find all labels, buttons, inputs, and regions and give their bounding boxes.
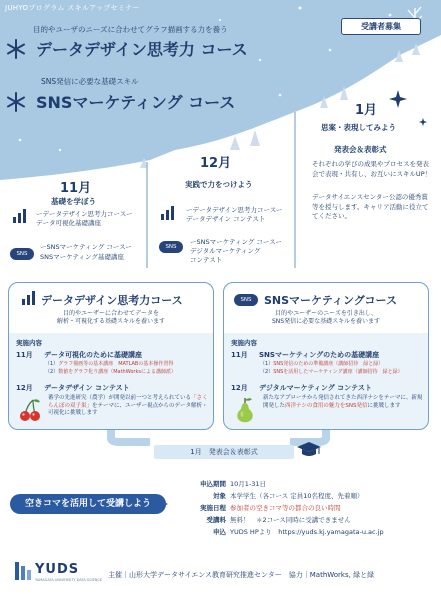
- speech-bubble: 空きコマを活用して受講しよう: [10, 494, 166, 514]
- yuds-logo: YUDS: [35, 562, 80, 577]
- row-body-text-1: 新たなアプローチから発信されてきた西洋ナシをテーマに、新規開発した: [263, 395, 423, 409]
- box-subtitle: [224, 310, 428, 326]
- row-detail-1: [260, 361, 383, 368]
- nov-data-item-1: ーデータデザイン思考力コースー: [36, 210, 133, 218]
- row-title: データデザイン コンテスト: [44, 384, 130, 392]
- month-dec: 12月: [200, 156, 232, 171]
- bar-chart-icon: [12, 209, 28, 223]
- yuds-logo-subtext: YAMAGATA UNIVERSITY DATA SCIENCE: [35, 578, 103, 582]
- row-body-text-1: 蕃学の先進研究（農学）が開発以前一つと考えられている: [48, 395, 192, 401]
- bar-chart-icon: [160, 206, 176, 220]
- row-detail-2-number: （2）: [260, 369, 274, 375]
- speech-bubble-tail: [160, 500, 168, 508]
- row-detail-1-number: （1）: [260, 361, 274, 367]
- row-body: [263, 395, 423, 410]
- content-heading: 実施内容: [16, 339, 42, 347]
- info-days-value: 参加者の空きコマ等の都合の良い時間: [230, 504, 341, 512]
- box-subtitle-line-1: 目的やユーザーに合わせてデータを: [62, 310, 159, 317]
- row-detail-2: [260, 369, 403, 376]
- month-nov: 11月: [60, 181, 92, 196]
- jan-event: 発表会＆表彰式: [334, 145, 387, 154]
- presentation-bar-label: 1月 発表会＆表彰式: [190, 448, 258, 456]
- row-detail-1-text: SNS発信のための準備講座（講師招待 緑と緑）: [273, 361, 384, 367]
- yuds-logo-icon: [14, 561, 32, 581]
- row-title: デジタルマーケティング コンテスト: [259, 384, 372, 392]
- presentation-bar: [154, 445, 294, 459]
- row-detail-1-text: グラフ描画等の基本講座 MATLABの基本操作習得: [58, 361, 174, 367]
- info-apply-link[interactable]: YUDS HPより https://yuds.kj.yamagata-u.ac.jp: [230, 528, 384, 536]
- sns-marketing-course-box: [223, 282, 429, 430]
- row-body-highlight: 西洋ナシの食用の魅力をSNS発信: [285, 402, 368, 409]
- nov-sns-item-1: ーSNSマーケティング コースー: [40, 243, 132, 251]
- dec-sns-item-1: ーSNSマーケティング コースー: [190, 238, 282, 246]
- row-detail-2-text: 数値をグラフ化り講座（MathWorksによる講師派）: [58, 369, 176, 375]
- bar-chart-icon: [21, 291, 37, 305]
- snowflake-icon: [5, 91, 27, 113]
- box-subtitle-line-2: 解析・可視化する基礎スキルを養います: [57, 318, 165, 325]
- row-body-highlight: 「さくらんぼの双子果」: [48, 395, 208, 409]
- box-title: データデザイン思考力コース: [41, 294, 183, 307]
- info-period-value: 10月1-31日: [230, 480, 267, 488]
- box-subtitle-line-2: SNS発信に必要な基礎スキルを養います: [271, 318, 381, 325]
- row-detail-2: [45, 369, 176, 376]
- box-header: [224, 283, 428, 333]
- info-fee-value: 無料！ ＊2コース同時に受講できません: [230, 516, 351, 524]
- row-body-text-2: をテーマに、ユーザー視点からのデータ解析・可視化に挑戦します: [48, 402, 208, 416]
- row-title: SNSマーケティングのための基礎講座: [259, 351, 380, 359]
- recruit-badge: 受講者募集: [341, 18, 421, 35]
- row-detail-1-number: （1）: [45, 361, 59, 367]
- sns-badge-icon: SNS: [234, 294, 258, 306]
- cherry-icon: [17, 397, 43, 423]
- row-detail-1: [45, 361, 173, 368]
- info-target-key: 対象: [213, 492, 226, 500]
- box-subtitle-line-1: 目的やユーザーのニーズを引き出し、: [275, 310, 377, 317]
- row-detail-2-number: （2）: [45, 369, 59, 375]
- footer-organizer: 主催｜山形大学データサイエンス教育研究推進センター 協力｜MathWorks, 緑と緑: [108, 571, 375, 579]
- jan-theme: 思案・表現してみよう: [321, 123, 396, 132]
- row-detail-2-text: SNSを活用したマーケティング講座（講師招待 緑と緑）: [273, 369, 403, 375]
- box-title: SNSマーケティングコース: [264, 294, 397, 307]
- row-body-text-2: に挑戦します: [367, 402, 401, 409]
- row-body: [48, 395, 208, 418]
- hero-section: [0, 0, 441, 274]
- info-apply: [176, 527, 384, 536]
- dec-sns-item-3: コンテスト: [190, 256, 223, 264]
- sns-course-title: SNSマーケティング コース: [36, 93, 236, 112]
- info-fee-key: 受講料: [206, 516, 226, 524]
- dec-sns-item-2: デジタルマーケティング: [190, 247, 261, 255]
- row-month: 12月: [231, 384, 248, 392]
- data-design-course-box: [8, 282, 214, 430]
- row-month: 11月: [231, 351, 248, 359]
- info-fee: [176, 515, 351, 524]
- sns-course-subtitle: SNS発信に必要な基礎スキル: [41, 77, 139, 86]
- jan-desc-2: データサイエンスセンター公認の優秀賞等を授与します。キャリア活動に役立ててください。: [312, 193, 429, 220]
- info-target: [176, 491, 364, 500]
- dec-theme: 実践で力をつけよう: [185, 180, 253, 189]
- dec-data-item-1: ーデータデザイン思考力コースー: [186, 206, 283, 214]
- dec-data-item-2: データデザイン コンテスト: [186, 215, 266, 223]
- snowflake-icon: [5, 38, 27, 60]
- row-month: 11月: [16, 351, 33, 359]
- box-header: [9, 283, 213, 333]
- info-target-value: 本学学生（各コース 定員10名程度、先着順）: [230, 492, 364, 500]
- info-period: [176, 479, 266, 488]
- info-days-key: 実施日程: [200, 504, 226, 512]
- month-jan: 1月: [355, 103, 378, 118]
- content-heading: 実施内容: [231, 339, 257, 347]
- info-period-key: 申込期間: [200, 480, 226, 488]
- info-days: [176, 503, 341, 512]
- sns-badge-icon: SNS: [159, 241, 183, 253]
- nov-sns-item-2: SNSマーケティング基礎講座: [40, 253, 124, 261]
- info-apply-key: 申込: [213, 528, 226, 536]
- nov-data-item-2: データ可視化基礎講座: [36, 219, 101, 227]
- pear-icon: [233, 396, 257, 424]
- row-title: データ可視化のために基礎講座: [44, 351, 142, 359]
- nov-theme: 基礎を学ぼう: [51, 197, 96, 206]
- jan-desc-1: それぞれの学びの成果やプロセスを発表会で表現・共有し、お互いにスキルUP！: [312, 160, 432, 178]
- graduation-cap-icon: [296, 441, 322, 459]
- row-month: 12月: [16, 384, 33, 392]
- data-course-subtitle: 目的やユーザのニーズに合わせてグラフ描画する力を養う: [33, 25, 228, 34]
- sns-badge-icon: SNS: [10, 248, 34, 260]
- data-course-title: データデザイン思考力 コース: [36, 40, 248, 59]
- box-subtitle: [9, 310, 213, 326]
- program-label: JUHYOプログラム スキルアップセミナー: [5, 4, 140, 12]
